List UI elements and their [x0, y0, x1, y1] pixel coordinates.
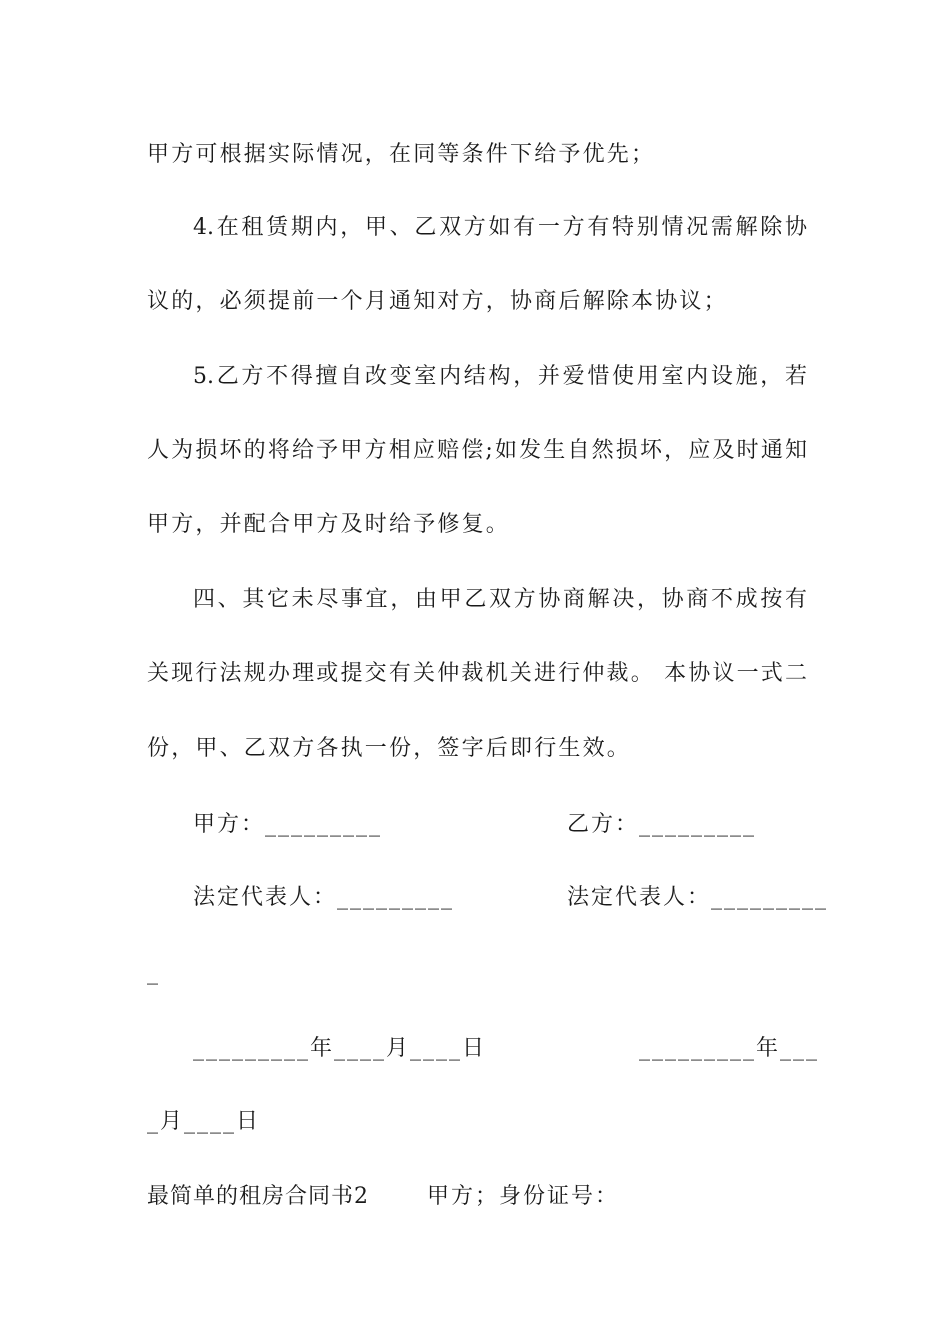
date-b-overflow: _月____日 — [147, 1109, 261, 1134]
next-contract-party-a-id: 甲方；身份证号： — [427, 1184, 620, 1209]
paragraph-line: 甲方可根据实际情况，在同等条件下给予优先； — [147, 142, 656, 167]
section-4-line: 关现行法规办理或提交有关仲裁机关进行仲裁。 本协议一式二 — [147, 661, 807, 686]
clause-5-line: 人为损坏的将给予甲方相应赔偿;如发生自然损坏，应及时通知 — [147, 438, 807, 463]
party-b-signature: 乙方：_________ — [567, 812, 757, 837]
party-a-signature: 甲方：_________ — [193, 812, 383, 837]
legal-rep-b-signature: 法定代表人：_________ — [567, 885, 829, 910]
section-4-line: 四、其它未尽事宜，由甲乙双方协商解决，协商不成按有 — [193, 587, 807, 612]
clause-4-line: 议的，必须提前一个月通知对方，协商后解除本协议； — [147, 289, 728, 314]
clause-5-line: 甲方，并配合甲方及时给予修复。 — [147, 512, 511, 537]
section-4-line: 份，甲、乙双方各执一份，签字后即行生效。 — [147, 736, 632, 761]
date-a: _________年____月____日 — [193, 1036, 487, 1061]
clause-5-line: 5.乙方不得擅自改变室内结构，并爱惜使用室内设施，若 — [193, 364, 807, 389]
date-b: _________年___ — [639, 1036, 820, 1061]
next-contract-title: 最简单的租房合同书2 — [147, 1184, 369, 1209]
legal-rep-a-signature: 法定代表人：_________ — [193, 885, 455, 910]
legal-rep-b-overflow: _ — [147, 960, 160, 985]
clause-4-line: 4.在租赁期内，甲、乙双方如有一方有特别情况需解除协 — [193, 215, 807, 240]
